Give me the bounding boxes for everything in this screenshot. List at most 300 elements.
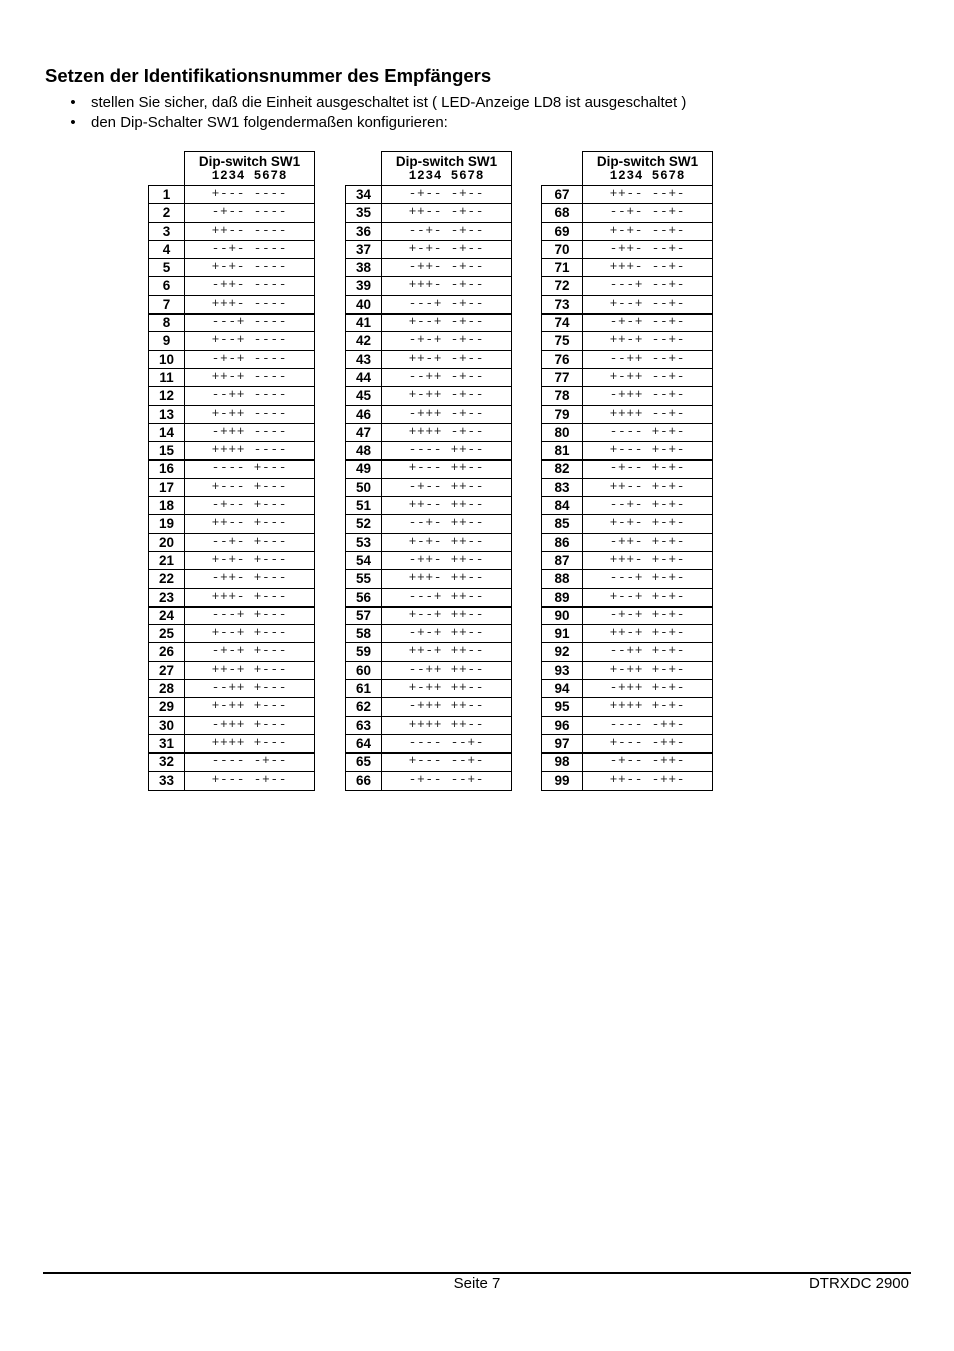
- table-row: [346, 259, 511, 277]
- dip-switch-setting: +-+- ++--: [408, 534, 485, 549]
- dip-switch-setting: ++++ +-+-: [609, 699, 686, 714]
- instruction-text: den Dip-Schalter SW1 folgendermaßen konfigurieren:: [91, 114, 448, 131]
- table-row: [346, 442, 511, 460]
- dip-switch-setting: -+-+ +-+-: [609, 607, 686, 622]
- dip-switch-setting: -+-- -++-: [609, 754, 686, 769]
- table-row: [542, 186, 712, 204]
- table-row: [346, 534, 511, 552]
- id-number: 6: [149, 277, 185, 294]
- table-row: [542, 277, 712, 295]
- dip-switch-setting: --++ -+--: [408, 369, 485, 384]
- id-number: 62: [346, 698, 382, 715]
- dip-switch-setting: ++++ +---: [211, 735, 288, 750]
- dip-switch-setting: ---- -++-: [609, 717, 686, 732]
- table-row: [346, 552, 511, 570]
- id-number: 54: [346, 552, 382, 569]
- dip-switch-setting: ++-+ +---: [211, 662, 288, 677]
- dip-switch-setting: ---+ +---: [211, 607, 288, 622]
- dip-switch-table: [148, 151, 315, 791]
- table-row: [542, 698, 712, 716]
- dip-switch-setting: -+-+ --+-: [609, 315, 686, 330]
- id-number: 33: [149, 772, 185, 790]
- id-number: 67: [542, 186, 583, 203]
- dip-switch-setting: -+++ ++--: [408, 699, 485, 714]
- dip-switch-setting: ++-- -++-: [609, 772, 686, 787]
- id-number: 70: [542, 241, 583, 258]
- table-row: [149, 369, 314, 387]
- id-number: 55: [346, 570, 382, 587]
- id-number: 92: [542, 643, 583, 660]
- id-number: 75: [542, 332, 583, 349]
- id-number: 40: [346, 296, 382, 313]
- table-row: [346, 314, 511, 332]
- table-row: [542, 735, 712, 753]
- table-row: [346, 698, 511, 716]
- dip-switch-setting: ---+ -+--: [408, 296, 485, 311]
- dip-switch-setting: -+-- ----: [211, 205, 288, 220]
- id-number: 71: [542, 259, 583, 276]
- table-row: [542, 479, 712, 497]
- table-row: [346, 772, 511, 790]
- id-number: 93: [542, 662, 583, 679]
- dip-switch-setting: +--- +-+-: [609, 443, 686, 458]
- table-row: [149, 698, 314, 716]
- dip-switch-setting: ++-- ++--: [408, 498, 485, 513]
- id-number: 27: [149, 662, 185, 679]
- dip-switch-setting: -+++ --+-: [609, 388, 686, 403]
- id-number: 1: [149, 186, 185, 203]
- table-body: [345, 185, 512, 791]
- table-row: [542, 643, 712, 661]
- table-row: [149, 223, 314, 241]
- table-row: [542, 497, 712, 515]
- table-row: [346, 241, 511, 259]
- id-number: 43: [346, 351, 382, 368]
- table-row: [149, 241, 314, 259]
- table-row: [149, 552, 314, 570]
- table-row: [346, 406, 511, 424]
- id-number: 45: [346, 387, 382, 404]
- dip-switch-setting: -++- -+--: [408, 260, 485, 275]
- dip-switch-setting: ---+ +-+-: [609, 571, 686, 586]
- id-number: 80: [542, 424, 583, 441]
- dip-switch-setting: +--+ -+--: [408, 315, 485, 330]
- dip-switch-setting: +++- --+-: [609, 260, 686, 275]
- id-number: 7: [149, 296, 185, 313]
- dip-switch-setting: -+-- -+--: [408, 187, 485, 201]
- id-number: 78: [542, 387, 583, 404]
- table-row: [346, 204, 511, 222]
- dip-switch-setting: +--- +---: [211, 479, 288, 494]
- dip-switch-setting: +++- ----: [211, 296, 288, 311]
- table-row: [346, 625, 511, 643]
- id-number: 41: [346, 314, 382, 331]
- table-row: [542, 772, 712, 790]
- id-number: 85: [542, 515, 583, 532]
- table-row: [346, 332, 511, 350]
- table-header-title: Dip-switch SW1: [395, 154, 498, 169]
- id-number: 12: [149, 387, 185, 404]
- dip-switch-setting: ++-+ --+-: [609, 333, 686, 348]
- dip-switch-setting: +++- ++--: [408, 571, 485, 586]
- table-header-title: Dip-switch SW1: [596, 154, 699, 169]
- id-number: 21: [149, 552, 185, 569]
- id-number: 58: [346, 625, 382, 642]
- table-row: [542, 241, 712, 259]
- dip-switch-setting: +-++ +---: [211, 699, 288, 714]
- table-row: [346, 515, 511, 533]
- dip-switch-setting: ++++ ++--: [408, 717, 485, 732]
- table-row: [346, 607, 511, 625]
- table-row: [149, 186, 314, 204]
- table-row: [346, 497, 511, 515]
- dip-switch-setting: -+-+ ----: [211, 351, 288, 366]
- section-title: Setzen der Identifikationsnummer des Empfängers: [45, 65, 492, 86]
- id-number: 88: [542, 570, 583, 587]
- id-number: 64: [346, 735, 382, 752]
- id-number: 84: [542, 497, 583, 514]
- dip-switch-setting: ++-- +---: [211, 516, 288, 531]
- dip-switch-setting: -+-- +-+-: [609, 461, 686, 476]
- dip-switch-setting: -+-+ ++--: [408, 626, 485, 641]
- table-row: [346, 277, 511, 295]
- table-row: [346, 753, 511, 771]
- dip-switch-setting: +--- ++--: [408, 461, 485, 476]
- dip-switch-setting: ---- ++--: [408, 443, 485, 458]
- table-row: [149, 772, 314, 790]
- table-row: [542, 406, 712, 424]
- dip-switch-setting: +++- -+--: [408, 278, 485, 293]
- id-number: 59: [346, 643, 382, 660]
- dip-switch-setting: --++ ++--: [408, 662, 485, 677]
- dip-switch-setting: -+++ +-+-: [609, 681, 686, 696]
- table-row: [542, 369, 712, 387]
- dip-switch-setting: --+- --+-: [609, 205, 686, 220]
- footer-divider: [43, 1272, 911, 1274]
- table-row: [542, 662, 712, 680]
- table-row: [542, 607, 712, 625]
- dip-switch-setting: --++ ----: [211, 388, 288, 403]
- id-number: 30: [149, 717, 185, 734]
- table-row: [346, 424, 511, 442]
- dip-switch-setting: +-+- ----: [211, 260, 288, 275]
- dip-switch-setting: +-+- --+-: [609, 223, 686, 238]
- id-number: 24: [149, 607, 185, 624]
- id-number: 76: [542, 351, 583, 368]
- table-row: [542, 552, 712, 570]
- id-number: 90: [542, 607, 583, 624]
- id-number: 25: [149, 625, 185, 642]
- dip-switch-setting: ++-- --+-: [609, 187, 686, 201]
- id-number: 48: [346, 442, 382, 459]
- id-number: 49: [346, 460, 382, 477]
- dip-switch-setting: +--+ --+-: [609, 296, 686, 311]
- table-header-title: Dip-switch SW1: [198, 154, 301, 169]
- dip-switch-setting: +-+- -+--: [408, 241, 485, 256]
- table-row: [346, 351, 511, 369]
- id-number: 13: [149, 406, 185, 423]
- dip-switch-table: [541, 151, 713, 791]
- dip-switch-setting: +-++ ----: [211, 406, 288, 421]
- dip-switch-setting: --++ +---: [211, 681, 288, 696]
- dip-switch-setting: +-++ +-+-: [609, 662, 686, 677]
- table-row: [149, 479, 314, 497]
- table-row: [149, 259, 314, 277]
- table-row: [542, 753, 712, 771]
- id-number: 60: [346, 662, 382, 679]
- instruction-item: [66, 113, 686, 133]
- id-number: 37: [346, 241, 382, 258]
- dip-switch-setting: ++-+ ++--: [408, 644, 485, 659]
- table-row: [149, 387, 314, 405]
- dip-switch-setting: -++- +-+-: [609, 534, 686, 549]
- dip-switch-setting: ---- --+-: [408, 735, 485, 750]
- table-header-switch-numbers: 1234 5678: [408, 169, 485, 183]
- instruction-text: stellen Sie sicher, daß die Einheit ausgeschaltet ist ( LED-Anzeige LD8 ist ausgeschaltet ): [91, 94, 687, 111]
- table-row: [149, 351, 314, 369]
- dip-switch-setting: +--- --+-: [408, 754, 485, 769]
- dip-switch-table: [345, 151, 512, 791]
- table-row: [542, 223, 712, 241]
- table-row: [346, 680, 511, 698]
- table-row: [149, 735, 314, 753]
- table-row: [149, 717, 314, 735]
- table-header: [381, 151, 512, 185]
- id-number: 98: [542, 753, 583, 770]
- table-row: [542, 680, 712, 698]
- table-row: [346, 186, 511, 204]
- table-row: [346, 662, 511, 680]
- dip-switch-setting: +++- +-+-: [609, 552, 686, 567]
- dip-switch-setting: --+- +---: [211, 534, 288, 549]
- dip-switch-setting: -+-- --+-: [408, 772, 485, 787]
- id-number: 9: [149, 332, 185, 349]
- document-id: DTRXDC 2900: [808, 1275, 909, 1292]
- id-number: 53: [346, 534, 382, 551]
- id-number: 44: [346, 369, 382, 386]
- dip-switch-setting: -+-+ -+--: [408, 333, 485, 348]
- table-header-switch-numbers: 1234 5678: [609, 169, 686, 183]
- id-number: 95: [542, 698, 583, 715]
- dip-switch-setting: +--+ ----: [211, 333, 288, 348]
- table-row: [542, 351, 712, 369]
- dip-switch-setting: -+++ -+--: [408, 406, 485, 421]
- table-row: [149, 204, 314, 222]
- table-row: [149, 680, 314, 698]
- id-number: 22: [149, 570, 185, 587]
- dip-switch-setting: ++-+ -+--: [408, 351, 485, 366]
- dip-switch-setting: ---+ --+-: [609, 278, 686, 293]
- id-number: 97: [542, 735, 583, 752]
- id-number: 8: [149, 314, 185, 331]
- dip-switch-setting: ++-- -+--: [408, 205, 485, 220]
- table-row: [149, 570, 314, 588]
- table-row: [346, 735, 511, 753]
- table-row: [149, 277, 314, 295]
- dip-switch-setting: --+- ----: [211, 241, 288, 256]
- id-number: 87: [542, 552, 583, 569]
- table-body: [148, 185, 315, 791]
- dip-switch-setting: ---+ ++--: [408, 589, 485, 604]
- table-row: [346, 570, 511, 588]
- dip-switch-setting: +--- -++-: [609, 735, 686, 750]
- table-row: [149, 424, 314, 442]
- id-number: 68: [542, 204, 583, 221]
- table-row: [149, 753, 314, 771]
- dip-switch-setting: -+++ ----: [211, 424, 288, 439]
- dip-switch-setting: +--- -+--: [211, 772, 288, 787]
- id-number: 46: [346, 406, 382, 423]
- dip-switch-setting: -+++ +---: [211, 717, 288, 732]
- dip-switch-setting: +-++ -+--: [408, 388, 485, 403]
- id-number: 38: [346, 259, 382, 276]
- id-number: 42: [346, 332, 382, 349]
- id-number: 4: [149, 241, 185, 258]
- table-row: [346, 387, 511, 405]
- table-row: [542, 204, 712, 222]
- dip-switch-setting: ++++ --+-: [609, 406, 686, 421]
- table-row: [542, 424, 712, 442]
- bullet-icon: •: [70, 114, 76, 131]
- table-row: [346, 643, 511, 661]
- dip-switch-setting: ---- +---: [211, 461, 288, 476]
- id-number: 35: [346, 204, 382, 221]
- id-number: 57: [346, 607, 382, 624]
- id-number: 20: [149, 534, 185, 551]
- id-number: 17: [149, 479, 185, 496]
- id-number: 63: [346, 717, 382, 734]
- table-row: [542, 717, 712, 735]
- dip-switch-setting: -+-- +---: [211, 498, 288, 513]
- dip-switch-setting: ++-- +-+-: [609, 479, 686, 494]
- table-row: [149, 442, 314, 460]
- id-number: 16: [149, 460, 185, 477]
- id-number: 15: [149, 442, 185, 459]
- id-number: 83: [542, 479, 583, 496]
- table-row: [149, 497, 314, 515]
- instruction-list: [66, 93, 686, 133]
- id-number: 69: [542, 223, 583, 240]
- id-number: 34: [346, 186, 382, 203]
- dip-switch-setting: -+-- ++--: [408, 479, 485, 494]
- page-number: Seite 7: [453, 1275, 501, 1292]
- id-number: 28: [149, 680, 185, 697]
- id-number: 18: [149, 497, 185, 514]
- table-row: [346, 296, 511, 314]
- id-number: 23: [149, 589, 185, 606]
- table-row: [149, 406, 314, 424]
- id-number: 26: [149, 643, 185, 660]
- id-number: 36: [346, 223, 382, 240]
- table-row: [542, 625, 712, 643]
- table-body: [541, 185, 713, 791]
- table-row: [542, 314, 712, 332]
- dip-switch-setting: -++- +---: [211, 571, 288, 586]
- id-number: 52: [346, 515, 382, 532]
- id-number: 2: [149, 204, 185, 221]
- table-row: [149, 332, 314, 350]
- id-number: 91: [542, 625, 583, 642]
- id-number: 89: [542, 589, 583, 606]
- table-row: [149, 314, 314, 332]
- dip-switch-setting: ---- +-+-: [609, 424, 686, 439]
- table-row: [149, 460, 314, 478]
- id-number: 56: [346, 589, 382, 606]
- id-number: 50: [346, 479, 382, 496]
- table-row: [149, 643, 314, 661]
- dip-switch-setting: ++-+ ----: [211, 369, 288, 384]
- table-header: [582, 151, 713, 185]
- table-header-switch-numbers: 1234 5678: [211, 169, 288, 183]
- dip-switch-setting: ---- -+--: [211, 754, 288, 769]
- dip-switch-setting: -++- --+-: [609, 241, 686, 256]
- id-number: 51: [346, 497, 382, 514]
- id-number: 39: [346, 277, 382, 294]
- table-row: [346, 589, 511, 607]
- table-row: [542, 589, 712, 607]
- table-row: [149, 515, 314, 533]
- dip-switch-setting: --+- ++--: [408, 516, 485, 531]
- dip-switch-setting: +-+- +---: [211, 552, 288, 567]
- id-number: 77: [542, 369, 583, 386]
- dip-switch-setting: +--- ----: [211, 187, 288, 201]
- table-row: [542, 460, 712, 478]
- dip-switch-setting: -++- ----: [211, 278, 288, 293]
- dip-switch-setting: +-++ --+-: [609, 369, 686, 384]
- id-number: 74: [542, 314, 583, 331]
- id-number: 3: [149, 223, 185, 240]
- id-number: 96: [542, 717, 583, 734]
- id-number: 86: [542, 534, 583, 551]
- table-row: [542, 296, 712, 314]
- dip-switch-setting: --++ --+-: [609, 351, 686, 366]
- id-number: 29: [149, 698, 185, 715]
- table-row: [542, 442, 712, 460]
- dip-switch-setting: +--+ ++--: [408, 607, 485, 622]
- id-number: 82: [542, 460, 583, 477]
- table-row: [149, 625, 314, 643]
- dip-switch-setting: ++++ ----: [211, 443, 288, 458]
- dip-switch-setting: +--+ +-+-: [609, 589, 686, 604]
- bullet-icon: •: [70, 94, 76, 111]
- id-number: 65: [346, 753, 382, 770]
- id-number: 19: [149, 515, 185, 532]
- dip-switch-setting: --+- +-+-: [609, 498, 686, 513]
- table-row: [346, 369, 511, 387]
- table-row: [149, 607, 314, 625]
- dip-switch-setting: +-++ ++--: [408, 681, 485, 696]
- table-row: [149, 589, 314, 607]
- dip-switch-setting: ++-+ +-+-: [609, 626, 686, 641]
- table-row: [149, 662, 314, 680]
- table-header: [184, 151, 315, 185]
- table-row: [542, 332, 712, 350]
- table-row: [542, 534, 712, 552]
- dip-switch-setting: +--+ +---: [211, 626, 288, 641]
- id-number: 94: [542, 680, 583, 697]
- id-number: 14: [149, 424, 185, 441]
- id-number: 66: [346, 772, 382, 790]
- id-number: 31: [149, 735, 185, 752]
- dip-switch-setting: -+-+ +---: [211, 644, 288, 659]
- table-row: [346, 223, 511, 241]
- table-row: [346, 460, 511, 478]
- table-row: [542, 387, 712, 405]
- id-number: 32: [149, 753, 185, 770]
- table-row: [542, 515, 712, 533]
- id-number: 47: [346, 424, 382, 441]
- dip-switch-setting: -++- ++--: [408, 552, 485, 567]
